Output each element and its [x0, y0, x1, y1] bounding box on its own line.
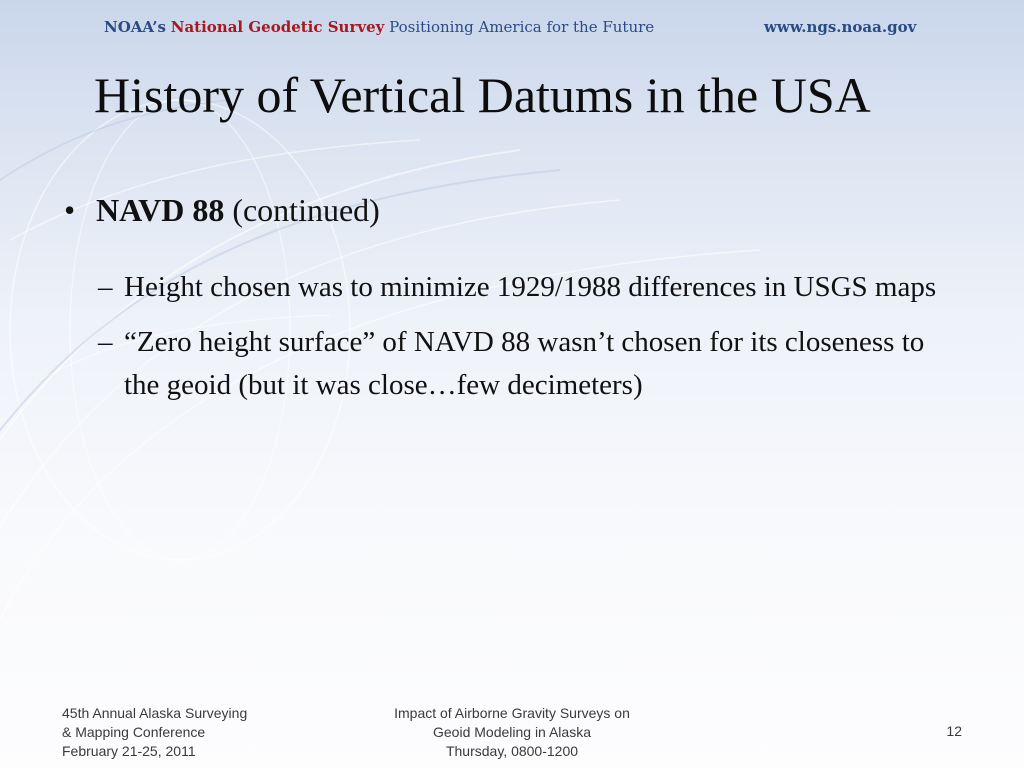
sub-bullet-list	[98, 266, 978, 407]
footer-left-line: & Mapping Conference	[62, 724, 206, 740]
footer-left-line: 45th Annual Alaska Surveying	[62, 705, 248, 721]
footer-conference	[62, 704, 247, 761]
bullet-list	[58, 188, 978, 419]
header-bar	[0, 0, 1024, 52]
org-name: National Geodetic Survey	[170, 18, 385, 36]
footer-center-line: Geoid Modeling in Alaska	[433, 724, 591, 740]
website-url: www.ngs.noaa.gov	[764, 18, 917, 36]
sub-bullet-text: “Zero height surface” of NAVD 88 wasn’t chosen for its closeness to the geoid (but it was close…few decimeters)	[124, 326, 925, 401]
bullet-rest: (continued)	[224, 192, 380, 228]
sub-bullet-item	[98, 321, 964, 407]
page-number: 12	[946, 723, 962, 739]
org-tagline: Positioning America for the Future	[389, 18, 655, 36]
sub-bullet-text: Height chosen was to minimize 1929/1988 differences in USGS maps	[124, 271, 937, 303]
sub-bullet-marker: –	[98, 326, 113, 358]
footer-session	[362, 704, 662, 761]
org-prefix: NOAA’s	[104, 18, 166, 36]
sub-bullet-marker: –	[98, 271, 113, 303]
bullet-item	[58, 188, 978, 232]
organization-name	[104, 18, 654, 36]
footer-center-line: Impact of Airborne Gravity Surveys on	[394, 705, 630, 721]
sub-bullet-item	[98, 266, 964, 309]
footer-center-line: Thursday, 0800-1200	[445, 743, 579, 759]
bullet-marker: •	[64, 192, 76, 228]
footer-left-line: February 21-25, 2011	[62, 743, 196, 759]
bullet-lead: NAVD 88	[96, 192, 225, 228]
slide-title: History of Vertical Datums in the USA	[94, 67, 871, 123]
